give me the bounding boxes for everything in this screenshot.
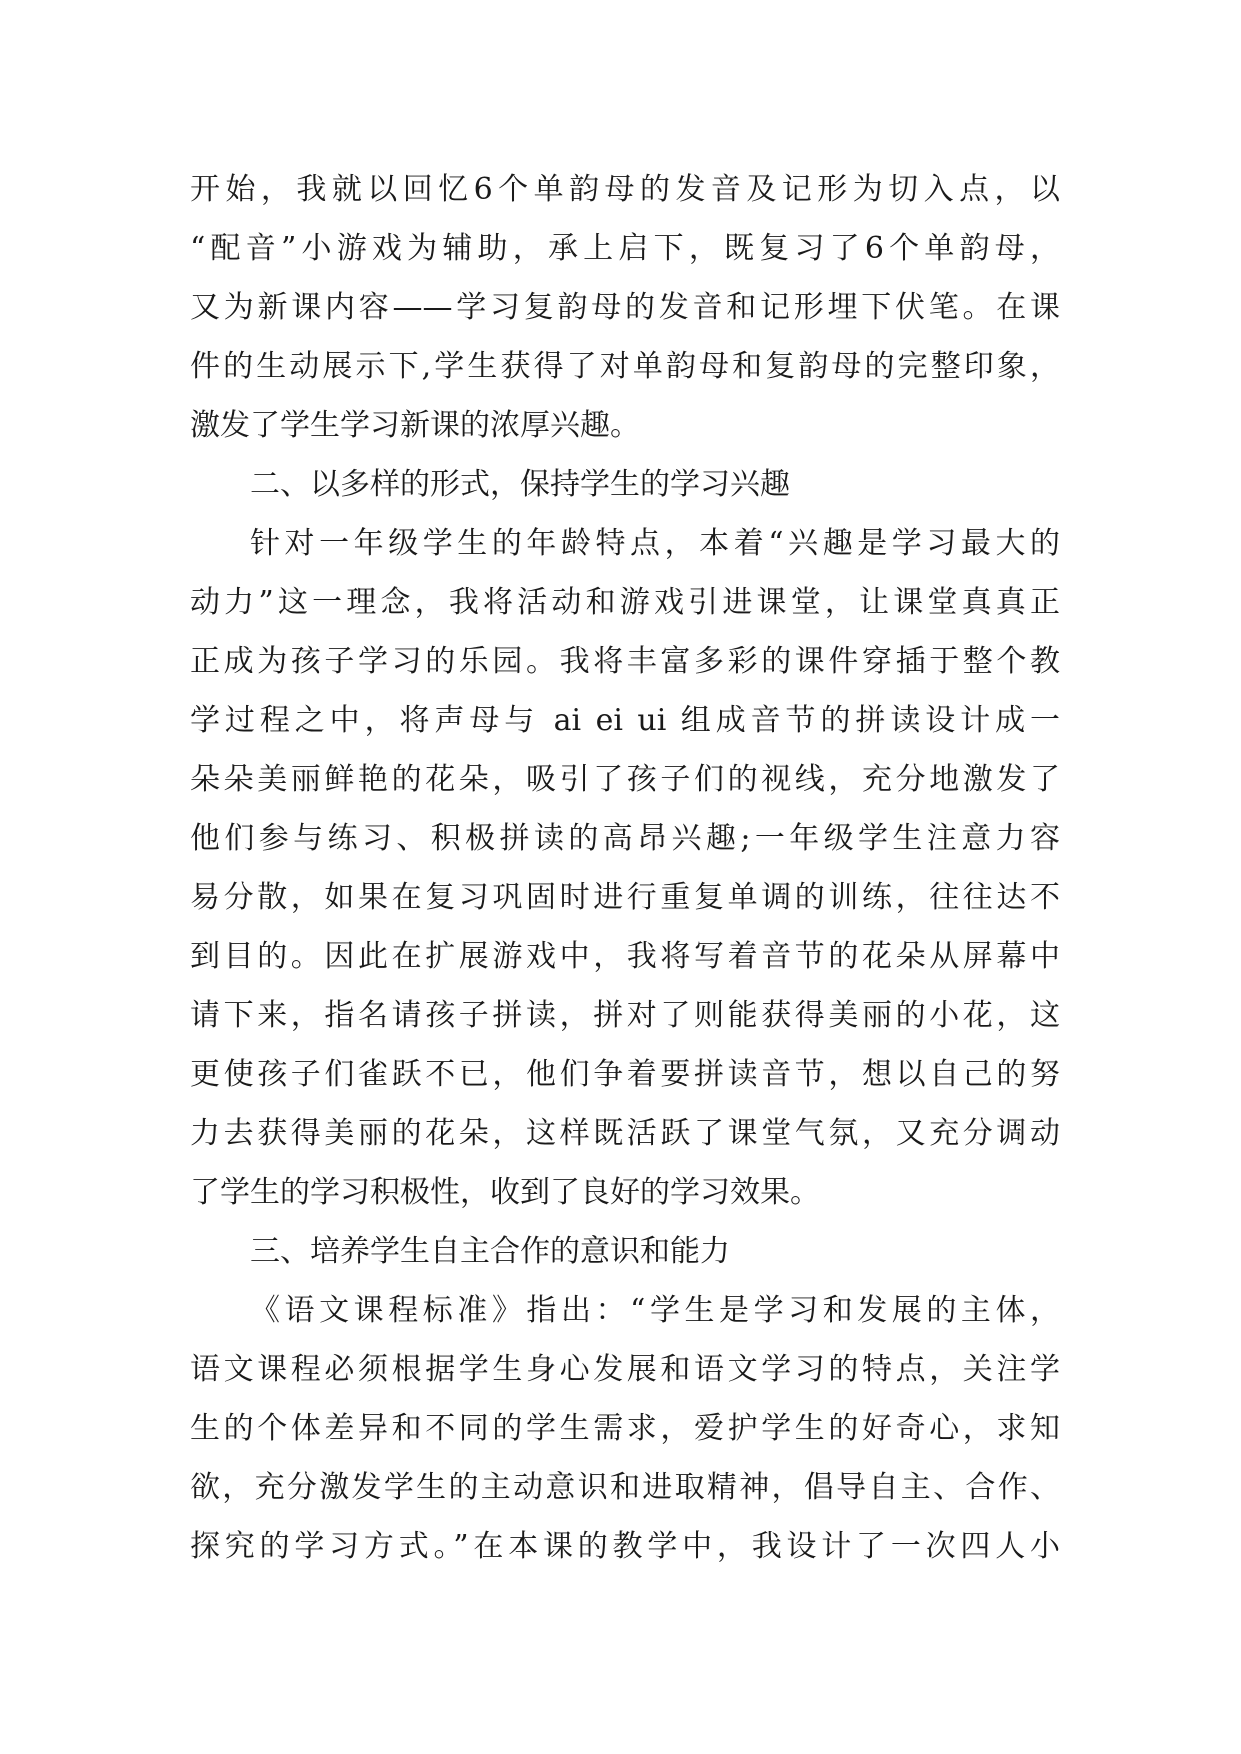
text-line: 更使孩子们雀跃不已，他们争着要拼读音节，想以自己的努 xyxy=(190,1057,1060,1092)
text-line: 生的个体差异和不同的学生需求，爱护学生的好奇心，求知 xyxy=(190,1411,1060,1446)
text-line: 又为新课内容——学习复韵母的发音和记形埋下伏笔。在课 xyxy=(190,290,1060,325)
text-line: 到目的。因此在扩展游戏中，我将写着音节的花朵从屏幕中 xyxy=(190,939,1060,974)
text-line: 针对一年级学生的年龄特点，本着“兴趣是学习最大的 xyxy=(250,526,1060,561)
text-line: 语文课程必须根据学生身心发展和语文学习的特点，关注学 xyxy=(190,1352,1060,1387)
text-line: 二、以多样的形式，保持学生的学习兴趣 xyxy=(250,467,790,502)
text-line: 朵朵美丽鲜艳的花朵，吸引了孩子们的视线，充分地激发了 xyxy=(190,762,1060,797)
text-line: 探究的学习方式。”在本课的教学中，我设计了一次四人小 xyxy=(190,1529,1060,1564)
text-line: 件的生动展示下,学生获得了对单韵母和复韵母的完整印象， xyxy=(190,349,1060,384)
body-text xyxy=(190,160,1060,1576)
text-line: 他们参与练习、积极拼读的高昂兴趣;一年级学生注意力容 xyxy=(190,821,1060,856)
text-line: 激发了学生学习新课的浓厚兴趣。 xyxy=(190,408,640,443)
text-line: “配音”小游戏为辅助，承上启下，既复习了6个单韵母， xyxy=(190,231,1060,266)
text-line: 请下来，指名请孩子拼读，拼对了则能获得美丽的小花，这 xyxy=(190,998,1060,1033)
text-line: 易分散，如果在复习巩固时进行重复单调的训练，往往达不 xyxy=(190,880,1060,915)
text-line: 学过程之中，将声母与 ai ei ui 组成音节的拼读设计成一 xyxy=(190,703,1060,738)
text-line: 了学生的学习积极性，收到了良好的学习效果。 xyxy=(190,1175,820,1210)
text-line: 开始，我就以回忆6个单韵母的发音及记形为切入点，以 xyxy=(190,172,1060,207)
text-line: 力去获得美丽的花朵，这样既活跃了课堂气氛，又充分调动 xyxy=(190,1116,1060,1151)
text-line: 三、培养学生自主合作的意识和能力 xyxy=(250,1234,730,1269)
text-line: 《语文课程标准》指出：“学生是学习和发展的主体， xyxy=(250,1293,1060,1328)
text-line: 欲，充分激发学生的主动意识和进取精神，倡导自主、合作、 xyxy=(190,1470,1060,1505)
text-line: 动力”这一理念，我将活动和游戏引进课堂，让课堂真真正 xyxy=(190,585,1060,620)
text-line: 正成为孩子学习的乐园。我将丰富多彩的课件穿插于整个教 xyxy=(190,644,1060,679)
